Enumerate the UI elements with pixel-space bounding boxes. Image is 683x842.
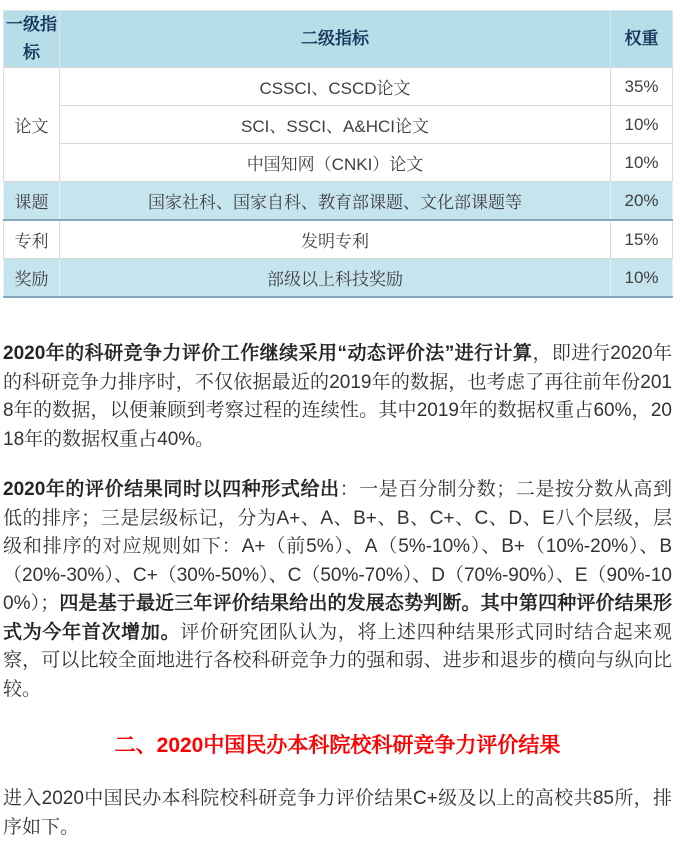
col-header-level1: 一级指标 <box>4 11 60 68</box>
table-row <box>4 68 673 106</box>
level2-cell: SCI、SSCI、A&HCI论文 <box>60 106 611 144</box>
weight-cell: 10% <box>611 106 673 144</box>
paragraph-result-forms-bold2: 四是基于最近三年评价结果给出的发展态势判断。其中第四种评价结果形式为今年首次增加。 <box>3 593 672 643</box>
level2-cell: CSSCI、CSCD论文 <box>60 68 611 106</box>
table-row <box>4 259 673 298</box>
weight-cell: 35% <box>611 68 673 106</box>
table-row <box>4 220 673 259</box>
weight-cell: 10% <box>611 259 673 298</box>
level2-cell: 国家社科、国家自科、教育部课题、文化部课题等 <box>60 182 611 221</box>
level2-cell: 部级以上科技奖励 <box>60 259 611 298</box>
section-heading: 二、2020中国民办本科院校科研竞争力评价结果 <box>114 734 561 758</box>
paragraph-dynamic-evaluation-rest: ，即进行2020年的科研竞争力排序时，不仅依据最近的2019年的数据，也考虑了再往前年份2018年的数据，以便兼顾到考察过程的连续性。其中2019年的数据权重占60%，2018年的数据权重占40%。 <box>3 343 672 450</box>
paragraph-dynamic-evaluation-bold: 2020年的科研竞争力评价工作继续采用“动态评价法”进行计算 <box>3 343 533 365</box>
article-body <box>3 340 672 842</box>
weight-cell: 20% <box>611 182 673 221</box>
level1-cell: 论文 <box>4 68 60 182</box>
paragraph-intro-ranking: 进入2020中国民办本科院校科研竞争力评价结果C+级及以上的高校共85所，排序如下。 <box>3 788 672 838</box>
level2-cell: 中国知网（CNKI）论文 <box>60 144 611 182</box>
level2-cell: 发明专利 <box>60 220 611 259</box>
weight-cell: 10% <box>611 144 673 182</box>
col-header-weight: 权重 <box>611 11 673 68</box>
level1-cell: 奖励 <box>4 259 60 298</box>
paragraph-result-forms <box>3 476 672 704</box>
level1-cell: 专利 <box>4 220 60 259</box>
table-row <box>4 144 673 182</box>
col-header-level2: 二级指标 <box>60 11 611 68</box>
table-row <box>4 182 673 221</box>
table-row <box>4 106 673 144</box>
paragraph-dynamic-evaluation <box>3 340 672 454</box>
indicator-weight-table <box>3 10 673 298</box>
paragraph-result-forms-rest: 评价研究团队认为，将上述四种结果形式同时结合起来观察，可以比较全面地进行各校科研竞争力的强和弱、进步和退步的横向与纵向比较。 <box>3 621 672 700</box>
level1-cell: 课题 <box>4 182 60 221</box>
paragraph-result-forms-mid: ：一是百分制分数；二是按分数从高到低的排序；三是层级标记，分为A+、A、B+、B、C+、C、D、E八个层级，层级和排序的对应规则如下：A+（前5%）、A（5%-10%）、B+（10%-20%）、B（20%-30%）、C+（30%-50%）、C（50%-70%）、D（70%-90%）、E（90%-100%）； <box>3 479 672 615</box>
weight-cell: 15% <box>611 220 673 259</box>
table-header-row <box>4 11 673 68</box>
paragraph-result-forms-bold1: 2020年的评价结果同时以四种形式给出 <box>3 479 340 501</box>
